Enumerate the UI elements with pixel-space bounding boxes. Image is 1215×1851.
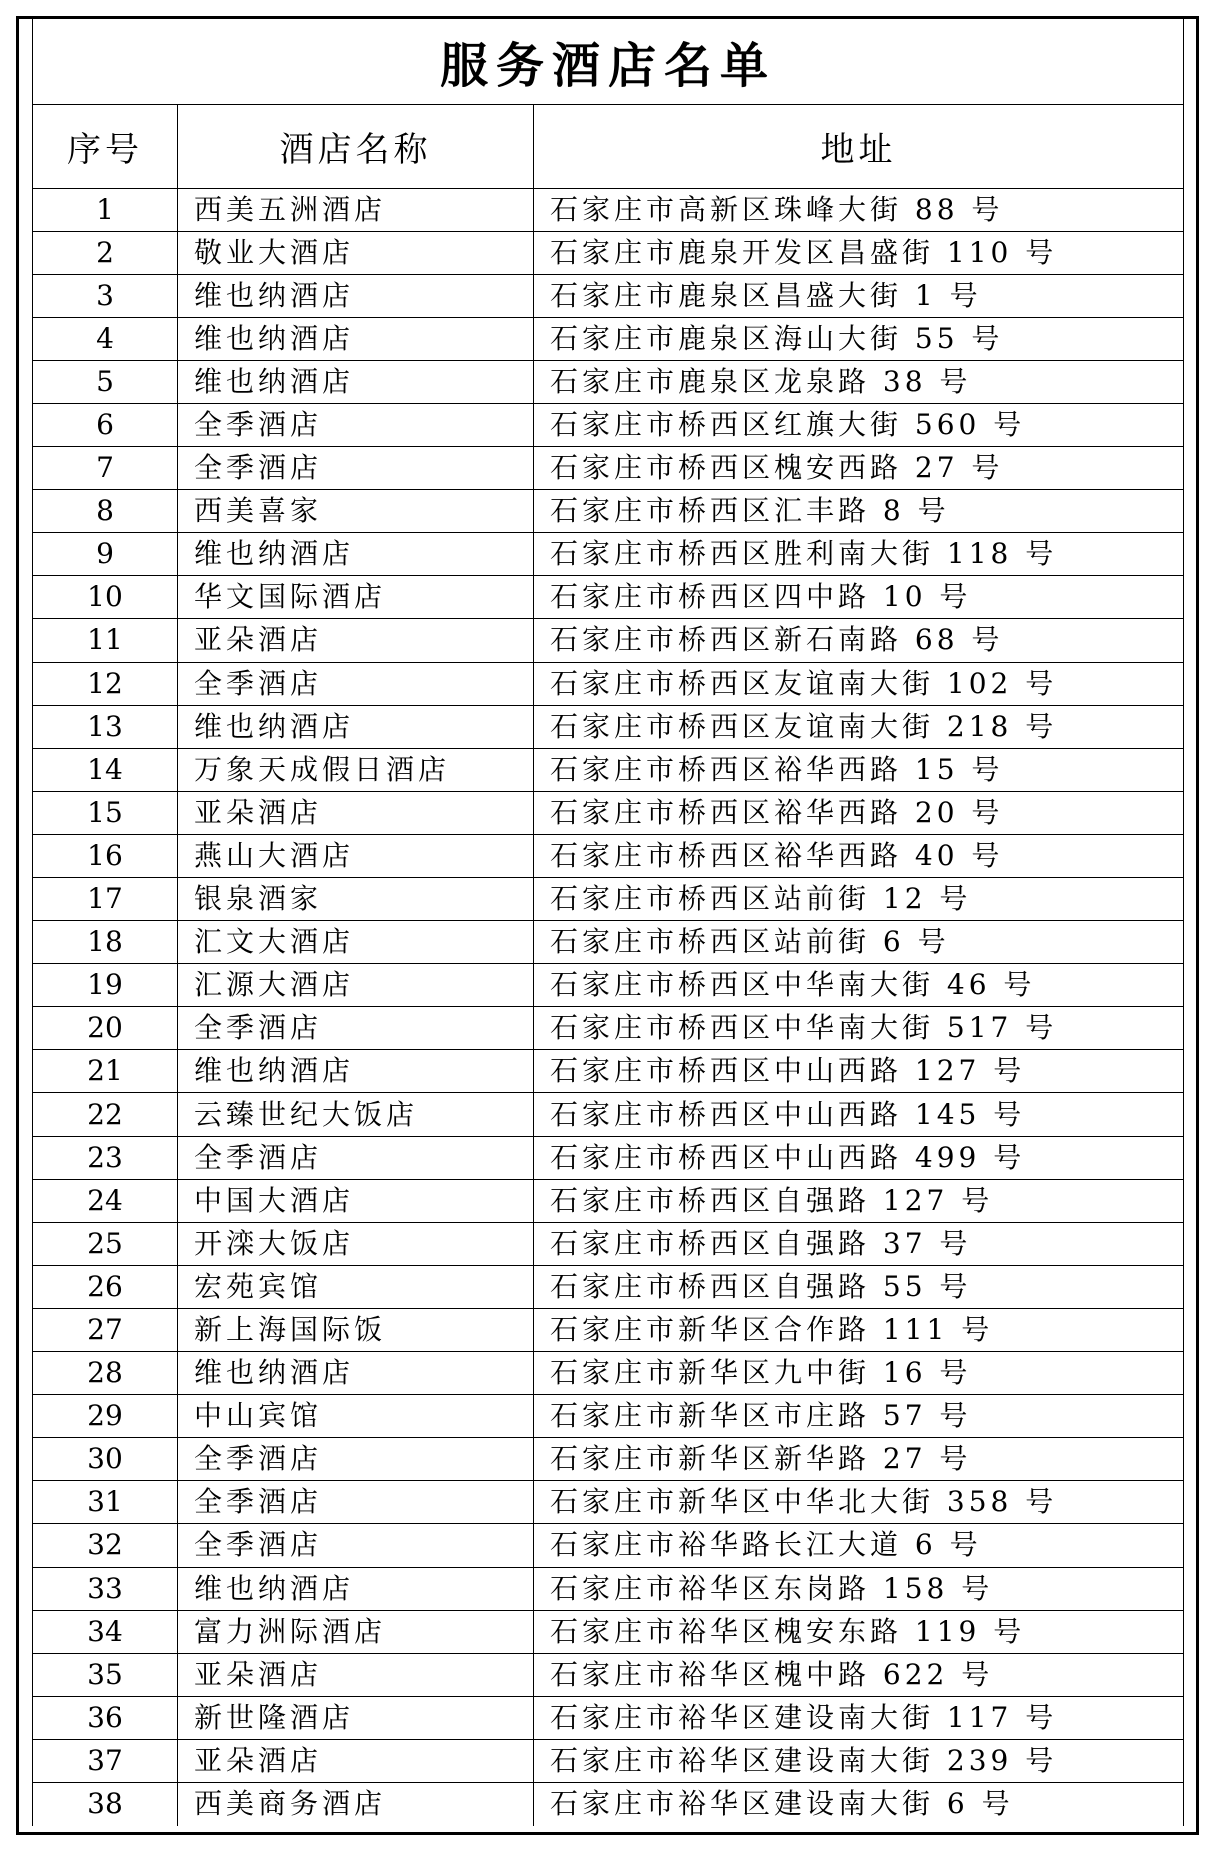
hotel-address: 石家庄市桥西区中华南大街 46 号 [534, 964, 1184, 1007]
hotel-address: 石家庄市裕华区槐安东路 119 号 [534, 1610, 1184, 1653]
hotel-name: 新上海国际饭 [178, 1308, 534, 1351]
row-number: 16 [33, 834, 178, 877]
table-row [33, 360, 1184, 403]
hotel-address: 石家庄市桥西区中山西路 127 号 [534, 1050, 1184, 1093]
row-number: 29 [33, 1395, 178, 1438]
hotel-address: 石家庄市桥西区裕华西路 15 号 [534, 748, 1184, 791]
header-no: 序号 [33, 104, 178, 188]
table-row [33, 791, 1184, 834]
row-number: 2 [33, 231, 178, 274]
row-number: 11 [33, 619, 178, 662]
table-row [33, 231, 1184, 274]
page-title: 服务酒店名单 [33, 19, 1184, 104]
row-number: 8 [33, 490, 178, 533]
title-row [33, 19, 1184, 104]
table-row [33, 1481, 1184, 1524]
table-row [33, 619, 1184, 662]
hotel-name: 西美喜家 [178, 490, 534, 533]
table-row [33, 274, 1184, 317]
hotel-name: 中山宾馆 [178, 1395, 534, 1438]
hotel-address: 石家庄市新华区九中街 16 号 [534, 1352, 1184, 1395]
hotel-name: 亚朵酒店 [178, 1653, 534, 1696]
row-number: 26 [33, 1265, 178, 1308]
row-number: 27 [33, 1308, 178, 1351]
row-number: 1 [33, 188, 178, 231]
hotel-address: 石家庄市桥西区中华南大街 517 号 [534, 1007, 1184, 1050]
hotel-address: 石家庄市桥西区红旗大街 560 号 [534, 403, 1184, 446]
table-row [33, 490, 1184, 533]
row-number: 22 [33, 1093, 178, 1136]
hotel-address: 石家庄市桥西区裕华西路 40 号 [534, 834, 1184, 877]
row-number: 12 [33, 662, 178, 705]
row-number: 13 [33, 705, 178, 748]
hotel-name: 云臻世纪大饭店 [178, 1093, 534, 1136]
hotel-address: 石家庄市鹿泉开发区昌盛街 110 号 [534, 231, 1184, 274]
row-number: 14 [33, 748, 178, 791]
table-row [33, 1179, 1184, 1222]
table-row [33, 1222, 1184, 1265]
hotel-name: 亚朵酒店 [178, 791, 534, 834]
hotel-name: 中国大酒店 [178, 1179, 534, 1222]
hotel-address: 石家庄市裕华路长江大道 6 号 [534, 1524, 1184, 1567]
table-row [33, 1136, 1184, 1179]
hotel-name: 汇源大酒店 [178, 964, 534, 1007]
row-number: 15 [33, 791, 178, 834]
table-row [33, 1524, 1184, 1567]
hotel-name: 全季酒店 [178, 1136, 534, 1179]
header-row [33, 104, 1184, 188]
hotel-address: 石家庄市桥西区自强路 127 号 [534, 1179, 1184, 1222]
hotel-name: 宏苑宾馆 [178, 1265, 534, 1308]
row-number: 5 [33, 360, 178, 403]
hotel-name: 银泉酒家 [178, 878, 534, 921]
hotel-address: 石家庄市裕华区槐中路 622 号 [534, 1653, 1184, 1696]
hotel-address: 石家庄市桥西区友谊南大街 102 号 [534, 662, 1184, 705]
hotel-address: 石家庄市桥西区胜利南大街 118 号 [534, 533, 1184, 576]
row-number: 17 [33, 878, 178, 921]
hotel-name: 全季酒店 [178, 447, 534, 490]
hotel-name: 维也纳酒店 [178, 1567, 534, 1610]
table-row [33, 576, 1184, 619]
table-row [33, 1438, 1184, 1481]
hotel-address: 石家庄市桥西区站前街 12 号 [534, 878, 1184, 921]
table-row [33, 1007, 1184, 1050]
row-number: 31 [33, 1481, 178, 1524]
row-number: 9 [33, 533, 178, 576]
row-number: 37 [33, 1739, 178, 1782]
row-number: 19 [33, 964, 178, 1007]
row-number: 35 [33, 1653, 178, 1696]
hotel-name: 亚朵酒店 [178, 1739, 534, 1782]
hotel-name: 富力洲际酒店 [178, 1610, 534, 1653]
hotel-name: 全季酒店 [178, 1524, 534, 1567]
table-row [33, 1395, 1184, 1438]
hotel-address: 石家庄市裕华区建设南大街 239 号 [534, 1739, 1184, 1782]
hotel-list-table [32, 19, 1184, 1826]
hotel-address: 石家庄市裕华区建设南大街 117 号 [534, 1696, 1184, 1739]
hotel-name: 全季酒店 [178, 1438, 534, 1481]
table-row [33, 662, 1184, 705]
table-row [33, 1610, 1184, 1653]
hotel-address: 石家庄市新华区合作路 111 号 [534, 1308, 1184, 1351]
hotel-address: 石家庄市新华区新华路 27 号 [534, 1438, 1184, 1481]
hotel-address: 石家庄市鹿泉区龙泉路 38 号 [534, 360, 1184, 403]
hotel-address: 石家庄市桥西区中山西路 499 号 [534, 1136, 1184, 1179]
table-row [33, 1308, 1184, 1351]
hotel-name: 敬业大酒店 [178, 231, 534, 274]
hotel-address: 石家庄市桥西区汇丰路 8 号 [534, 490, 1184, 533]
row-number: 33 [33, 1567, 178, 1610]
hotel-name: 维也纳酒店 [178, 705, 534, 748]
table-row [33, 964, 1184, 1007]
table-row [33, 1782, 1184, 1825]
hotel-name: 全季酒店 [178, 662, 534, 705]
row-number: 25 [33, 1222, 178, 1265]
table-row [33, 447, 1184, 490]
row-number: 23 [33, 1136, 178, 1179]
hotel-address: 石家庄市桥西区站前街 6 号 [534, 921, 1184, 964]
hotel-name: 万象天成假日酒店 [178, 748, 534, 791]
hotel-name: 全季酒店 [178, 1007, 534, 1050]
hotel-address: 石家庄市桥西区自强路 37 号 [534, 1222, 1184, 1265]
row-number: 21 [33, 1050, 178, 1093]
hotel-name: 全季酒店 [178, 403, 534, 446]
hotel-address: 石家庄市桥西区友谊南大街 218 号 [534, 705, 1184, 748]
hotel-address: 石家庄市桥西区新石南路 68 号 [534, 619, 1184, 662]
table-row [33, 748, 1184, 791]
row-number: 28 [33, 1352, 178, 1395]
row-number: 30 [33, 1438, 178, 1481]
table-row [33, 1696, 1184, 1739]
hotel-address: 石家庄市桥西区槐安西路 27 号 [534, 447, 1184, 490]
hotel-name: 维也纳酒店 [178, 317, 534, 360]
hotel-address: 石家庄市桥西区自强路 55 号 [534, 1265, 1184, 1308]
hotel-name: 华文国际酒店 [178, 576, 534, 619]
hotel-name: 开滦大饭店 [178, 1222, 534, 1265]
row-number: 20 [33, 1007, 178, 1050]
table-row [33, 188, 1184, 231]
row-number: 3 [33, 274, 178, 317]
table-row [33, 1567, 1184, 1610]
hotel-address: 石家庄市新华区中华北大街 358 号 [534, 1481, 1184, 1524]
table-row [33, 878, 1184, 921]
hotel-address: 石家庄市鹿泉区昌盛大街 1 号 [534, 274, 1184, 317]
row-number: 18 [33, 921, 178, 964]
row-number: 38 [33, 1782, 178, 1825]
hotel-name: 维也纳酒店 [178, 533, 534, 576]
table-row [33, 705, 1184, 748]
table-row [33, 1653, 1184, 1696]
hotel-name: 亚朵酒店 [178, 619, 534, 662]
table-row [33, 921, 1184, 964]
hotel-address: 石家庄市裕华区东岗路 158 号 [534, 1567, 1184, 1610]
table-row [33, 834, 1184, 877]
row-number: 32 [33, 1524, 178, 1567]
table-row [33, 1352, 1184, 1395]
header-name: 酒店名称 [178, 104, 534, 188]
document-frame [16, 16, 1199, 1835]
hotel-address: 石家庄市桥西区裕华西路 20 号 [534, 791, 1184, 834]
hotel-name: 维也纳酒店 [178, 1352, 534, 1395]
hotel-name: 维也纳酒店 [178, 274, 534, 317]
hotel-address: 石家庄市鹿泉区海山大街 55 号 [534, 317, 1184, 360]
hotel-address: 石家庄市高新区珠峰大街 88 号 [534, 188, 1184, 231]
table-row [33, 317, 1184, 360]
hotel-address: 石家庄市桥西区四中路 10 号 [534, 576, 1184, 619]
row-number: 4 [33, 317, 178, 360]
row-number: 34 [33, 1610, 178, 1653]
hotel-name: 维也纳酒店 [178, 1050, 534, 1093]
hotel-name: 维也纳酒店 [178, 360, 534, 403]
table-row [33, 1050, 1184, 1093]
header-address: 地址 [534, 104, 1184, 188]
table-row [33, 403, 1184, 446]
row-number: 7 [33, 447, 178, 490]
hotel-name: 西美商务酒店 [178, 1782, 534, 1825]
hotel-address: 石家庄市桥西区中山西路 145 号 [534, 1093, 1184, 1136]
hotel-address: 石家庄市新华区市庄路 57 号 [534, 1395, 1184, 1438]
row-number: 10 [33, 576, 178, 619]
table-row [33, 1265, 1184, 1308]
table-row [33, 533, 1184, 576]
hotel-name: 全季酒店 [178, 1481, 534, 1524]
hotel-name: 新世隆酒店 [178, 1696, 534, 1739]
table-row [33, 1093, 1184, 1136]
hotel-name: 汇文大酒店 [178, 921, 534, 964]
row-number: 24 [33, 1179, 178, 1222]
hotel-name: 燕山大酒店 [178, 834, 534, 877]
table-row [33, 1739, 1184, 1782]
row-number: 6 [33, 403, 178, 446]
hotel-name: 西美五洲酒店 [178, 188, 534, 231]
row-number: 36 [33, 1696, 178, 1739]
hotel-address: 石家庄市裕华区建设南大街 6 号 [534, 1782, 1184, 1825]
